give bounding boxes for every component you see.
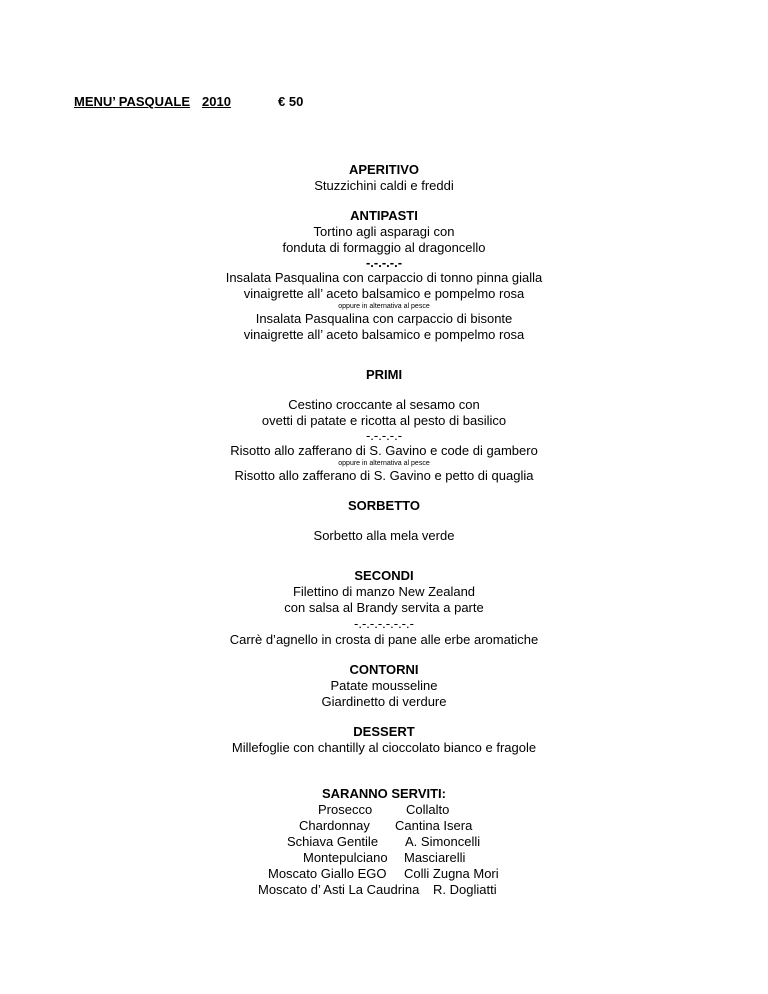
wine-name: Montepulciano [303,850,388,865]
primi-dish1-line1: Cestino croccante al sesamo con [288,397,480,412]
antipasti-heading: ANTIPASTI [350,208,418,223]
sorbetto-heading: SORBETTO [348,498,420,513]
wine-producer: A. Simoncelli [405,834,481,849]
secondi-heading: SECONDI [354,568,414,583]
contorni-heading: CONTORNI [349,662,419,677]
aperitivo-heading: APERITIVO [348,162,420,177]
wine-name: Chardonnay [299,818,370,833]
menu-price: € 50 [278,94,304,109]
antipasti-alt-note: oppure in alternativa al pesce [338,303,430,310]
antipasti-dish1-line1: Tortino agli asparagi con [313,224,455,239]
aperitivo-line: Stuzzichini caldi e freddi [314,178,454,193]
wine-producer: Cantina Isera [395,818,473,833]
secondi-separator: -.-.-.-.-.-.-.- [354,616,414,631]
wines-heading: SARANNO SERVITI: [322,786,446,801]
antipasti-dish3-line2: vinaigrette all’ aceto balsamico e pompelmo rosa [243,327,525,342]
menu-title: MENU’ PASQUALE [74,94,191,109]
wine-producer: R. Dogliatti [433,882,497,897]
primi-dish2: Risotto allo zafferano di S. Gavino e code di gambero [230,443,538,458]
menu-body [0,162,768,916]
primi-alt-note: oppure in alternativa al pesce [338,460,430,467]
wine-list [0,802,768,916]
wine-name: Moscato d’ Asti La Caudrina [258,882,420,897]
contorni-line1: Patate mousseline [330,678,438,693]
antipasti-dish1-line2: fonduta di formaggio al dragoncello [282,240,486,255]
secondi-dish1-line2: con salsa al Brandy servita a parte [284,600,484,615]
menu-header [0,94,768,114]
antipasti-dish3-line1: Insalata Pasqualina con carpaccio di bisonte [255,311,513,326]
wine-name: Schiava Gentile [287,834,379,849]
secondi-dish1-line1: Filettino di manzo New Zealand [292,584,476,599]
dessert-heading: DESSERT [353,724,415,739]
wine-producer: Masciarelli [404,850,466,865]
sorbetto-line: Sorbetto alla mela verde [313,528,455,543]
antipasti-dish2-line2: vinaigrette all’ aceto balsamico e pompelmo rosa [243,286,525,301]
wine-producer: Colli Zugna Mori [404,866,499,881]
primi-separator: -.-.-.-.- [365,428,403,443]
antipasti-dish2-line1: Insalata Pasqualina con carpaccio di tonno pinna gialla [225,270,543,285]
wine-producer: Collalto [406,802,450,817]
contorni-line2: Giardinetto di verdure [321,694,447,709]
secondi-dish2: Carrè d’agnello in crosta di pane alle erbe aromatiche [229,632,539,647]
primi-heading: PRIMI [365,367,403,382]
primi-dish1-line2: ovetti di patate e ricotta al pesto di basilico [261,413,507,428]
antipasti-separator: -.-.-.-.- [365,255,403,270]
menu-year: 2010 [202,94,231,109]
primi-dish3: Risotto allo zafferano di S. Gavino e petto di quaglia [234,468,534,483]
wine-name: Prosecco [318,802,373,817]
wine-name: Moscato Giallo EGO [268,866,387,881]
dessert-line: Millefoglie con chantilly al cioccolato bianco e fragole [231,740,537,755]
